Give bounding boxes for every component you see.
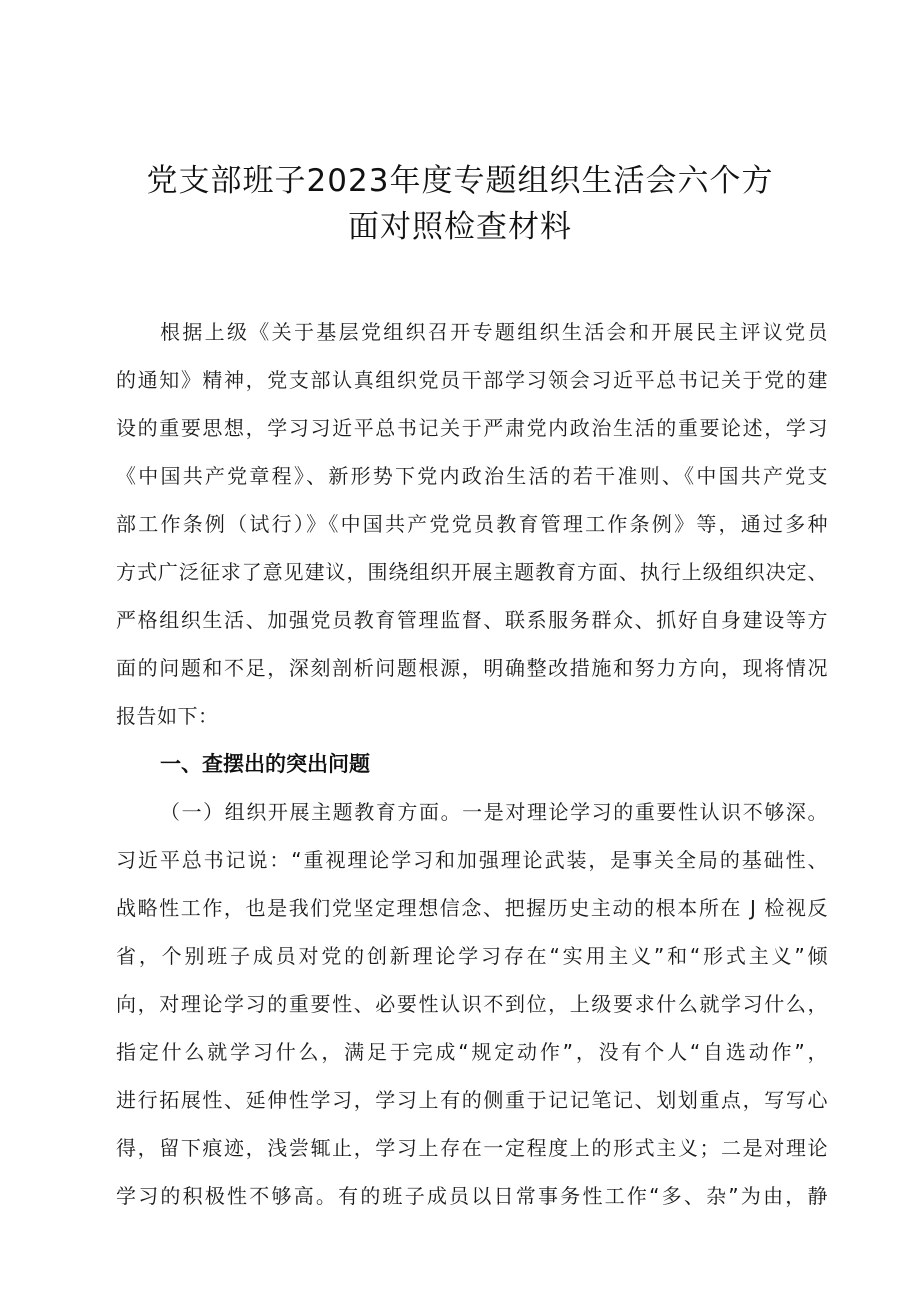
title-line-1: 党支部班子2023年度专题组织生活会六个方 xyxy=(146,163,774,199)
paragraph-line: 省，个别班子成员对党的创新理论学习存在“实用主义”和“形式主义”倾 xyxy=(116,944,828,968)
paragraph-line: 向，对理论学习的重要性、必要性认识不到位，上级要求什么就学习什么， xyxy=(116,992,828,1016)
paragraph-line: 面的问题和不足，深刻剖析问题根源，明确整改措施和努力方向，现将情况 xyxy=(116,656,828,680)
paragraph-line: 进行拓展性、延伸性学习，学习上有的侧重于记记笔记、划划重点，写写心 xyxy=(116,1088,828,1112)
paragraph-line: 的通知》精神，党支部认真组织党员干部学习领会习近平总书记关于党的建 xyxy=(116,368,828,392)
paragraph-line: 严格组织生活、加强党员教育管理监督、联系服务群众、抓好自身建设等方 xyxy=(116,608,828,632)
paragraph-line: 习近平总书记说：“重视理论学习和加强理论武装，是事关全局的基础性、 xyxy=(116,848,828,872)
paragraph-line: 方式广泛征求了意见建议，围绕组织开展主题教育方面、执行上级组织决定、 xyxy=(116,560,828,584)
paragraph-line: 《中国共产党章程》、新形势下党内政治生活的若干准则、《中国共产党支 xyxy=(116,464,828,488)
paragraph-line: 学习的积极性不够高。有的班子成员以日常事务性工作“多、杂”为由，静 xyxy=(116,1184,828,1208)
paragraph-line: 战略性工作，也是我们党坚定理想信念、把握历史主动的根本所在 J 检视反 xyxy=(116,896,828,920)
paragraph-line: （一）组织开展主题教育方面。一是对理论学习的重要性认识不够深。 xyxy=(160,800,828,824)
paragraph-line: 报告如下： xyxy=(116,704,219,728)
section-heading: 一、查摆出的突出问题 xyxy=(160,752,370,776)
title-line-2: 面对照检查材料 xyxy=(348,209,572,245)
paragraph-line: 得，留下痕迹，浅尝辄止，学习上存在一定程度上的形式主义；二是对理论 xyxy=(116,1136,828,1160)
paragraph-line: 根据上级《关于基层党组织召开专题组织生活会和开展民主评议党员 xyxy=(160,320,828,344)
document-body xyxy=(116,308,828,1220)
paragraph-line: 指定什么就学习什么，满足于完成“规定动作”，没有个人“自选动作”， xyxy=(116,1040,828,1064)
paragraph-line: 设的重要思想，学习习近平总书记关于严肃党内政治生活的重要论述，学习 xyxy=(116,416,828,440)
paragraph-line: 部工作条例（试行）》《中国共产党党员教育管理工作条例》等，通过多种 xyxy=(116,512,828,536)
document-title xyxy=(110,158,810,250)
